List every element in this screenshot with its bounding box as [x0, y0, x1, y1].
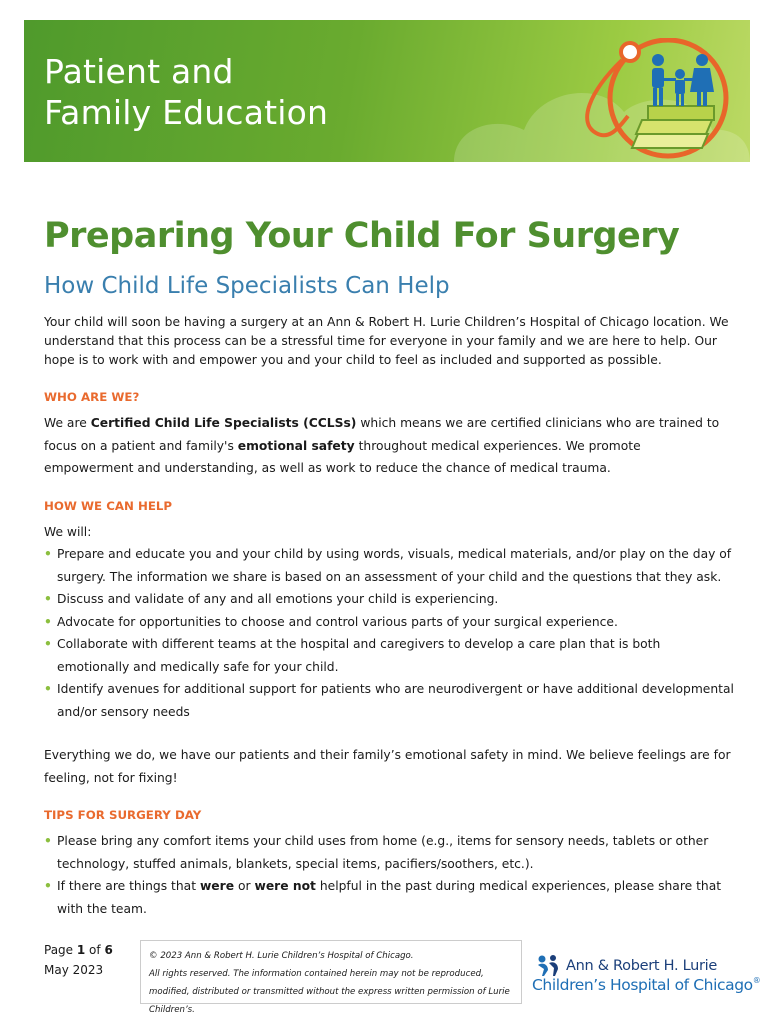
help-list-item: • Prepare and educate you and your child by using words, visuals, medical materials, and/or play on the day of surgery. The information we share is based on an assessment of your child and the questions that they ask.	[44, 543, 734, 588]
banner-title-line1: Patient and	[44, 52, 234, 91]
page-subtitle: How Child Life Specialists Can Help	[44, 273, 450, 299]
tips-list-item	[44, 875, 734, 920]
books-icon	[632, 106, 714, 148]
family-figures-icon	[652, 54, 714, 106]
tips-bold-were: were	[199, 879, 235, 893]
section-heading-help: HOW WE CAN HELP	[44, 498, 173, 513]
tips-text-d: helpful in the past during medical experiences, please share that with the team.	[57, 879, 722, 916]
who-text-3: throughout medical experiences. We promote empowerment and understanding, as well as work to reduce the chance of medical trauma.	[44, 438, 641, 475]
who-bold-ccls: Certified Child Life Specialists (CCLSs)	[90, 416, 357, 430]
copyright-box	[140, 940, 522, 1015]
section-heading-who: WHO ARE WE?	[44, 390, 140, 404]
who-text-1: We are	[44, 416, 91, 430]
who-text-2: which means we are certified clinicians who are trained to focus on a patient and family's	[44, 416, 720, 453]
help-list-item: • Discuss and validate of any and all emotions your child is experiencing.	[44, 588, 734, 611]
tips-bold-were-not: were not	[254, 879, 316, 893]
tips-text-a: If there are things that	[57, 879, 200, 893]
closing-paragraph: Everything we do, we have our patients and their family’s emotional safety in mind. We believe feelings are for feeling, not for fixing!	[44, 748, 731, 785]
help-list-item: • Advocate for opportunities to choose and control various parts of your surgical experience.	[44, 611, 734, 634]
page-footer-info	[44, 940, 113, 980]
banner-title-line2: Family Education	[44, 93, 329, 132]
lurie-logo-line2: Children’s Hospital of Chicago®	[532, 976, 761, 994]
publication-date: May 2023	[44, 963, 104, 977]
page-title: Preparing Your Child For Surgery	[44, 216, 680, 256]
document-body	[44, 313, 734, 920]
help-lead: We will:	[44, 524, 92, 539]
rights-notice: All rights reserved. The information contained herein may not be reproduced, modified, distributed or transmitted without the express written permission of Lurie Children’s.	[149, 969, 510, 1015]
who-bold-emotional-safety: emotional safety	[237, 438, 355, 453]
header-banner	[24, 20, 750, 162]
tips-list-item: • Please bring any comfort items your child uses from home (e.g., items for sensory needs, tablets or other technology, stuffed animals, blankets, special items, pacifiers/soothers, etc.).	[44, 830, 734, 875]
section-heading-tips: TIPS FOR SURGERY DAY	[44, 808, 202, 822]
help-list-item: • Collaborate with different teams at the hospital and caregivers to develop a care plan that is both emotionally and medically safe for your child.	[44, 633, 734, 678]
lurie-family-logo-icon	[536, 954, 566, 978]
intro-paragraph: Your child will soon be having a surgery at an Ann & Robert H. Lurie Children’s Hospital of Chicago location. We understand that this process can be a stressful time for everyone in your family and we are here to help. Our hope is to work with and empower you and your child to feel as included and supported as possible.	[44, 315, 729, 367]
lurie-logo-line1: Ann & Robert H. Lurie	[566, 958, 717, 974]
page-number: Page 1 of 6	[44, 943, 113, 957]
who-paragraph	[44, 412, 734, 480]
family-education-icon	[568, 38, 744, 162]
banner-title	[44, 51, 328, 133]
tips-text-c: or	[234, 879, 255, 893]
copyright-line: © 2023 Ann & Robert H. Lurie Children’s Hospital of Chicago.	[149, 951, 414, 961]
help-list-item: • Identify avenues for additional support for patients who are neurodivergent or have additional developmental and/or sensory needs	[44, 678, 734, 723]
